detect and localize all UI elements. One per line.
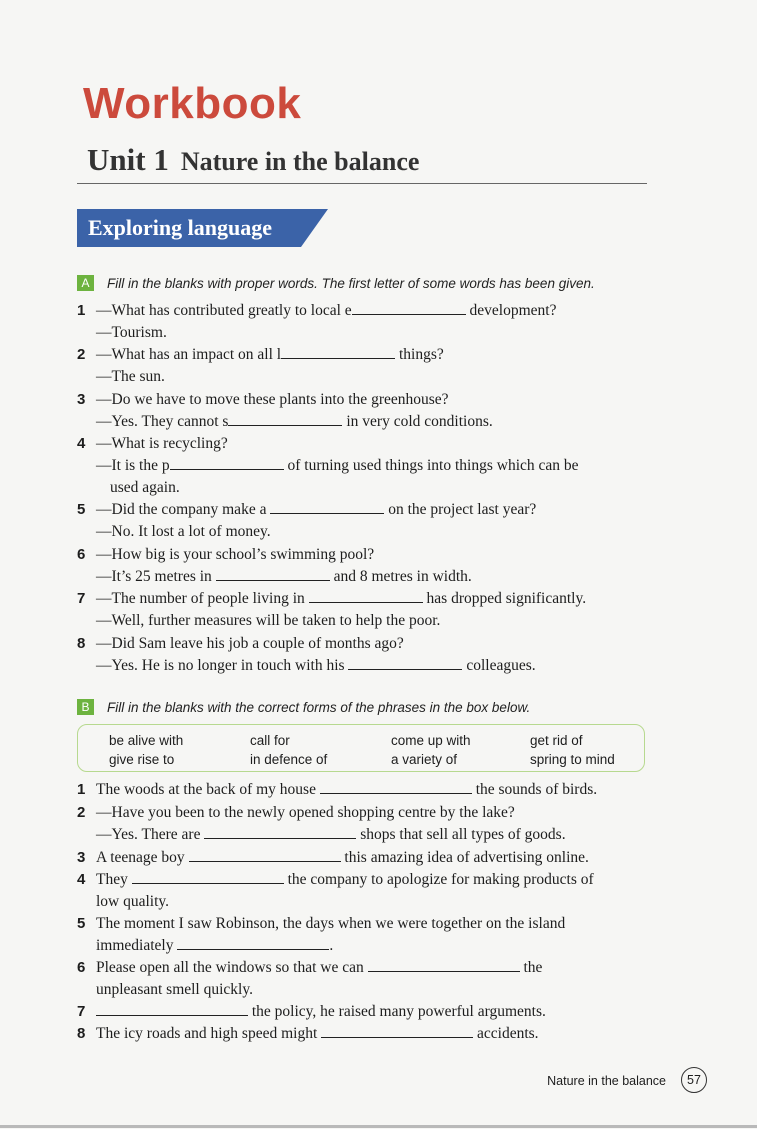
phrase-item: be alive with — [109, 733, 184, 748]
b-item-line: The moment I saw Robinson, the days when we were together on the island — [96, 915, 566, 932]
text: the sounds of birds. — [475, 781, 598, 798]
answer-blank[interactable] — [96, 1001, 248, 1016]
text: the company to apologize for making products of — [287, 871, 594, 888]
b-item-number: 5 — [77, 915, 86, 932]
a-item-number: 7 — [77, 590, 86, 607]
answer-blank[interactable] — [228, 411, 342, 426]
text: —It’s 25 metres in — [96, 568, 212, 585]
text: They — [96, 871, 128, 888]
phrase-box — [77, 724, 645, 772]
b-item-number: 2 — [77, 804, 86, 821]
bottom-edge — [0, 1125, 757, 1128]
a-item-number: 4 — [77, 435, 86, 452]
text: things? — [398, 346, 444, 363]
part-a-instruction: Fill in the blanks with proper words. The first letter of some words has been given. — [107, 276, 595, 291]
text: in very cold conditions. — [346, 413, 493, 430]
b-item-line — [96, 935, 333, 957]
a-item-number: 1 — [77, 302, 86, 319]
answer-blank[interactable] — [170, 455, 284, 470]
phrase-item: a variety of — [391, 752, 458, 767]
section-title: Exploring language — [88, 215, 272, 240]
phrase-item: get rid of — [530, 733, 583, 748]
text: —What has contributed greatly to local e — [96, 302, 352, 319]
text: The woods at the back of my house — [96, 781, 316, 798]
b-item-number: 6 — [77, 959, 86, 976]
answer-blank[interactable] — [368, 957, 520, 972]
a-item-answer: —The sun. — [96, 368, 165, 385]
text: immediately — [96, 937, 174, 954]
a-item-answer: —Tourism. — [96, 324, 167, 341]
text: this amazing idea of advertising online. — [344, 849, 589, 866]
text: the policy, he raised many powerful arguments. — [251, 1003, 546, 1020]
text: development? — [469, 302, 557, 319]
phrase-item: call for — [250, 733, 290, 748]
b-item-line — [96, 824, 566, 846]
text: Please open all the windows so that we can — [96, 959, 364, 976]
text: of turning used things into things which can be — [287, 457, 579, 474]
a-item-answer — [96, 455, 579, 477]
answer-blank[interactable] — [132, 869, 284, 884]
b-item-line: —Have you been to the newly opened shopping centre by the lake? — [96, 804, 515, 821]
text: accidents. — [477, 1025, 539, 1042]
answer-blank[interactable] — [204, 824, 356, 839]
text: on the project last year? — [388, 501, 537, 518]
phrase-item: give rise to — [109, 752, 175, 767]
a-item-answer-cont: used again. — [110, 479, 180, 496]
unit-divider — [77, 183, 647, 184]
phrase-item: in defence of — [250, 752, 328, 767]
b-item-line-cont: low quality. — [96, 893, 170, 910]
b-item-line-cont: unpleasant smell quickly. — [96, 981, 253, 998]
b-item-number: 7 — [77, 1003, 86, 1020]
answer-blank[interactable] — [177, 935, 329, 950]
text: —It is the p — [96, 457, 170, 474]
b-item-line — [96, 1023, 539, 1045]
unit-heading — [87, 140, 419, 186]
page-number: 57 — [681, 1067, 707, 1093]
text: has dropped significantly. — [426, 590, 587, 607]
section-banner — [77, 209, 328, 247]
text: The icy roads and high speed might — [96, 1025, 318, 1042]
b-item-number: 3 — [77, 849, 86, 866]
answer-blank[interactable] — [189, 847, 341, 862]
a-item-number: 6 — [77, 546, 86, 563]
a-item-question: —How big is your school’s swimming pool? — [96, 546, 375, 563]
b-item-line — [96, 869, 594, 891]
unit-title: Nature in the balance — [180, 147, 420, 176]
b-item-line — [96, 1001, 546, 1023]
answer-blank[interactable] — [320, 779, 472, 794]
a-item-number: 8 — [77, 635, 86, 652]
text: A teenage boy — [96, 849, 185, 866]
part-b-badge: B — [77, 699, 94, 715]
text: shops that sell all types of goods. — [360, 826, 566, 843]
a-item-question: —What is recycling? — [96, 435, 228, 452]
answer-blank[interactable] — [281, 344, 395, 359]
a-item-number: 3 — [77, 391, 86, 408]
a-item-number: 2 — [77, 346, 86, 363]
answer-blank[interactable] — [352, 300, 466, 315]
a-item-answer — [96, 655, 536, 677]
b-item-number: 8 — [77, 1025, 86, 1042]
a-item-answer — [96, 411, 493, 433]
a-item-question: —Do we have to move these plants into the greenhouse? — [96, 391, 449, 408]
a-item-answer — [96, 566, 472, 588]
b-item-line — [96, 779, 597, 801]
text: —The number of people living in — [96, 590, 305, 607]
text: and 8 metres in width. — [333, 568, 472, 585]
phrase-item: spring to mind — [530, 752, 615, 767]
phrase-item: come up with — [391, 733, 471, 748]
a-item-number: 5 — [77, 501, 86, 518]
b-item-line — [96, 847, 589, 869]
answer-blank[interactable] — [309, 588, 423, 603]
a-item-question — [96, 588, 586, 610]
text: colleagues. — [466, 657, 536, 674]
a-item-question — [96, 499, 536, 521]
part-b-instruction: Fill in the blanks with the correct forms of the phrases in the box below. — [107, 700, 531, 715]
a-item-question — [96, 344, 444, 366]
footer-unit-title: Nature in the balance — [547, 1074, 666, 1088]
b-item-number: 1 — [77, 781, 86, 798]
answer-blank[interactable] — [216, 566, 330, 581]
b-item-line — [96, 957, 542, 979]
text: —What has an impact on all l — [96, 346, 282, 363]
part-a-badge: A — [77, 275, 94, 291]
answer-blank[interactable] — [321, 1023, 473, 1038]
text: —Yes. There are — [96, 826, 201, 843]
text: . — [329, 937, 334, 954]
text: —Yes. They cannot s — [96, 413, 229, 430]
answer-blank[interactable] — [270, 499, 384, 514]
text: —Yes. He is no longer in touch with his — [96, 657, 345, 674]
a-item-answer: —No. It lost a lot of money. — [96, 523, 271, 540]
answer-blank[interactable] — [348, 655, 462, 670]
text: the — [523, 959, 543, 976]
a-item-question: —Did Sam leave his job a couple of months ago? — [96, 635, 404, 652]
text: —Did the company make a — [96, 501, 267, 518]
workbook-title: Workbook — [83, 79, 302, 128]
unit-label: Unit 1 — [87, 142, 169, 177]
b-item-number: 4 — [77, 871, 86, 888]
a-item-answer: —Well, further measures will be taken to help the poor. — [96, 612, 441, 629]
a-item-question — [96, 300, 557, 322]
